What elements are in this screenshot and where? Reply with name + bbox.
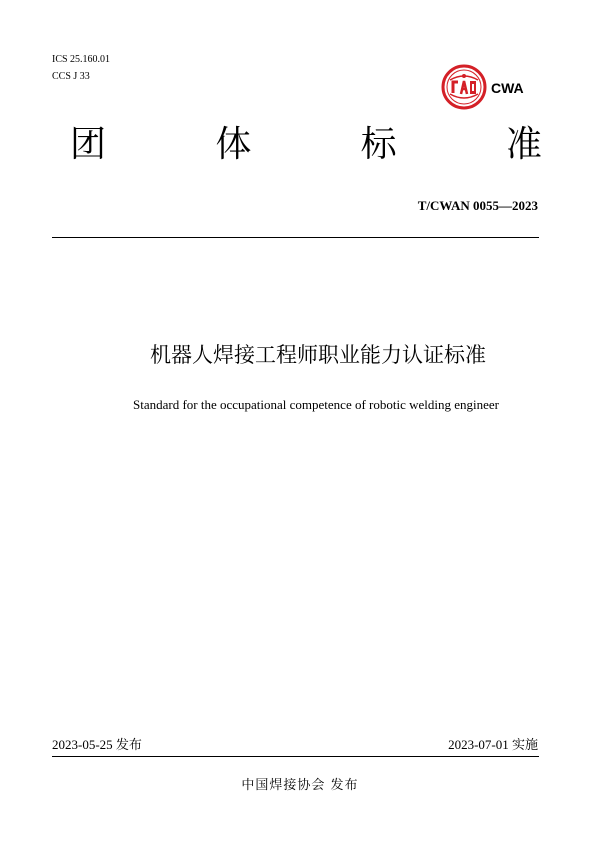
publish-date: 2023-05-25 发布 [52, 737, 142, 752]
logo-wordmark: CWA [491, 80, 524, 96]
ics-code: ICS 25.160.01 [52, 54, 111, 65]
standard-type-char: 体 [215, 124, 252, 165]
implement-date: 2023-07-01 实施 [448, 737, 538, 752]
footer-divider [52, 756, 539, 757]
standard-type-char: 标 [360, 124, 397, 165]
ccs-code: CCS J 33 [52, 71, 90, 82]
standard-type-char: 团 [70, 124, 107, 165]
header-divider [52, 237, 539, 238]
standard-code: T/CWAN 0055—2023 [417, 198, 538, 213]
standard-type-char: 准 [505, 124, 542, 165]
title-english: Standard for the occupational competence of robotic welding engineer [132, 397, 500, 412]
title-chinese: 机器人焊接工程师职业能力认证标准 [150, 343, 486, 367]
publisher: 中国焊接协会 发布 [241, 778, 359, 793]
standard-type-heading [70, 125, 542, 165]
cwa-emblem-icon [441, 64, 487, 110]
